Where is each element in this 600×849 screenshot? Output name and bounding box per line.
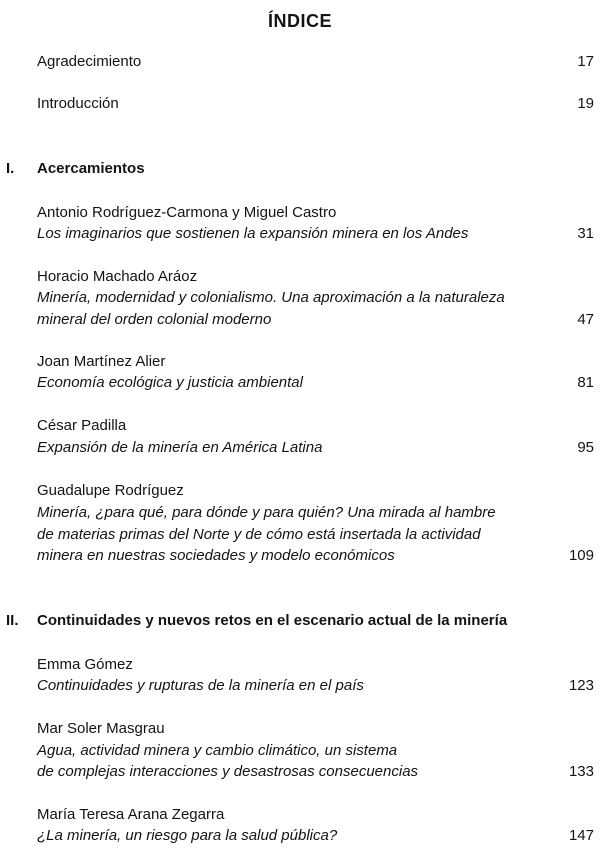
page-number: 31	[577, 225, 594, 242]
toc-entry-title[interactable]: mineral del orden colonial moderno 47	[37, 311, 594, 328]
entry-author: Antonio Rodríguez-Carmona y Miguel Castro	[37, 204, 337, 221]
page-number: 47	[577, 311, 594, 328]
toc-entry-acknowledgements[interactable]	[0, 52, 600, 72]
section-numeral: I.	[6, 160, 15, 177]
toc-entry-title[interactable]: Expansión de la minería en América Latina 95	[37, 439, 594, 456]
page-title: ÍNDICE	[267, 11, 332, 31]
toc-entry-introduction[interactable]	[0, 94, 600, 114]
entry-author: María Teresa Arana Zegarra	[37, 806, 225, 823]
page-number: 133	[568, 763, 594, 780]
entry-label: Agradecimiento	[37, 53, 142, 70]
toc-entry-title[interactable]: Minería, modernidad y colonialismo. Una aproximación a la naturaleza	[37, 289, 505, 306]
section-title: Acercamientos	[37, 160, 145, 177]
entry-author: Horacio Machado Aráoz	[37, 268, 198, 285]
page-number: 123	[568, 677, 594, 694]
section-heading-1	[0, 159, 600, 179]
toc-entry-title[interactable]: Continuidades y rupturas de la minería en el país 123	[37, 677, 594, 694]
entry-author: Mar Soler Masgrau	[37, 720, 165, 737]
entry-author: Emma Gómez	[37, 656, 133, 673]
page-number: 147	[568, 827, 594, 844]
entry-author: César Padilla	[37, 417, 127, 434]
section-heading-2	[0, 611, 600, 631]
toc-entry-title[interactable]: ¿La minería, un riesgo para la salud pública? 147	[37, 827, 594, 844]
page-number: 19	[577, 95, 594, 112]
toc-entry-title[interactable]: de complejas interacciones y desastrosas consecuencias 133	[37, 763, 594, 780]
page-number: 109	[568, 547, 594, 564]
entry-label: Introducción	[37, 95, 119, 112]
page-number: 17	[577, 53, 594, 70]
section-numeral: II.	[6, 612, 19, 629]
entry-author: Guadalupe Rodríguez	[37, 482, 184, 499]
toc-entry-title[interactable]: Agua, actividad minera y cambio climático, un sistema	[37, 742, 398, 759]
toc-entry-title[interactable]: Minería, ¿para qué, para dónde y para quién? Una mirada al hambre	[37, 504, 496, 521]
toc-entry-title[interactable]: de materias primas del Norte y de cómo está insertada la actividad	[37, 526, 481, 543]
toc-entry-title[interactable]: Los imaginarios que sostienen la expansión minera en los Andes 31	[37, 225, 594, 242]
page-number: 81	[577, 374, 594, 391]
entry-author: Joan Martínez Alier	[37, 353, 166, 370]
section-title: Continuidades y nuevos retos en el escenario actual de la minería	[37, 612, 508, 629]
toc-entry-title[interactable]: Economía ecológica y justicia ambiental 81	[37, 374, 594, 391]
page-number: 95	[577, 439, 594, 456]
toc-entry-title[interactable]: minera en nuestras sociedades y modelo económicos 109	[37, 547, 594, 564]
